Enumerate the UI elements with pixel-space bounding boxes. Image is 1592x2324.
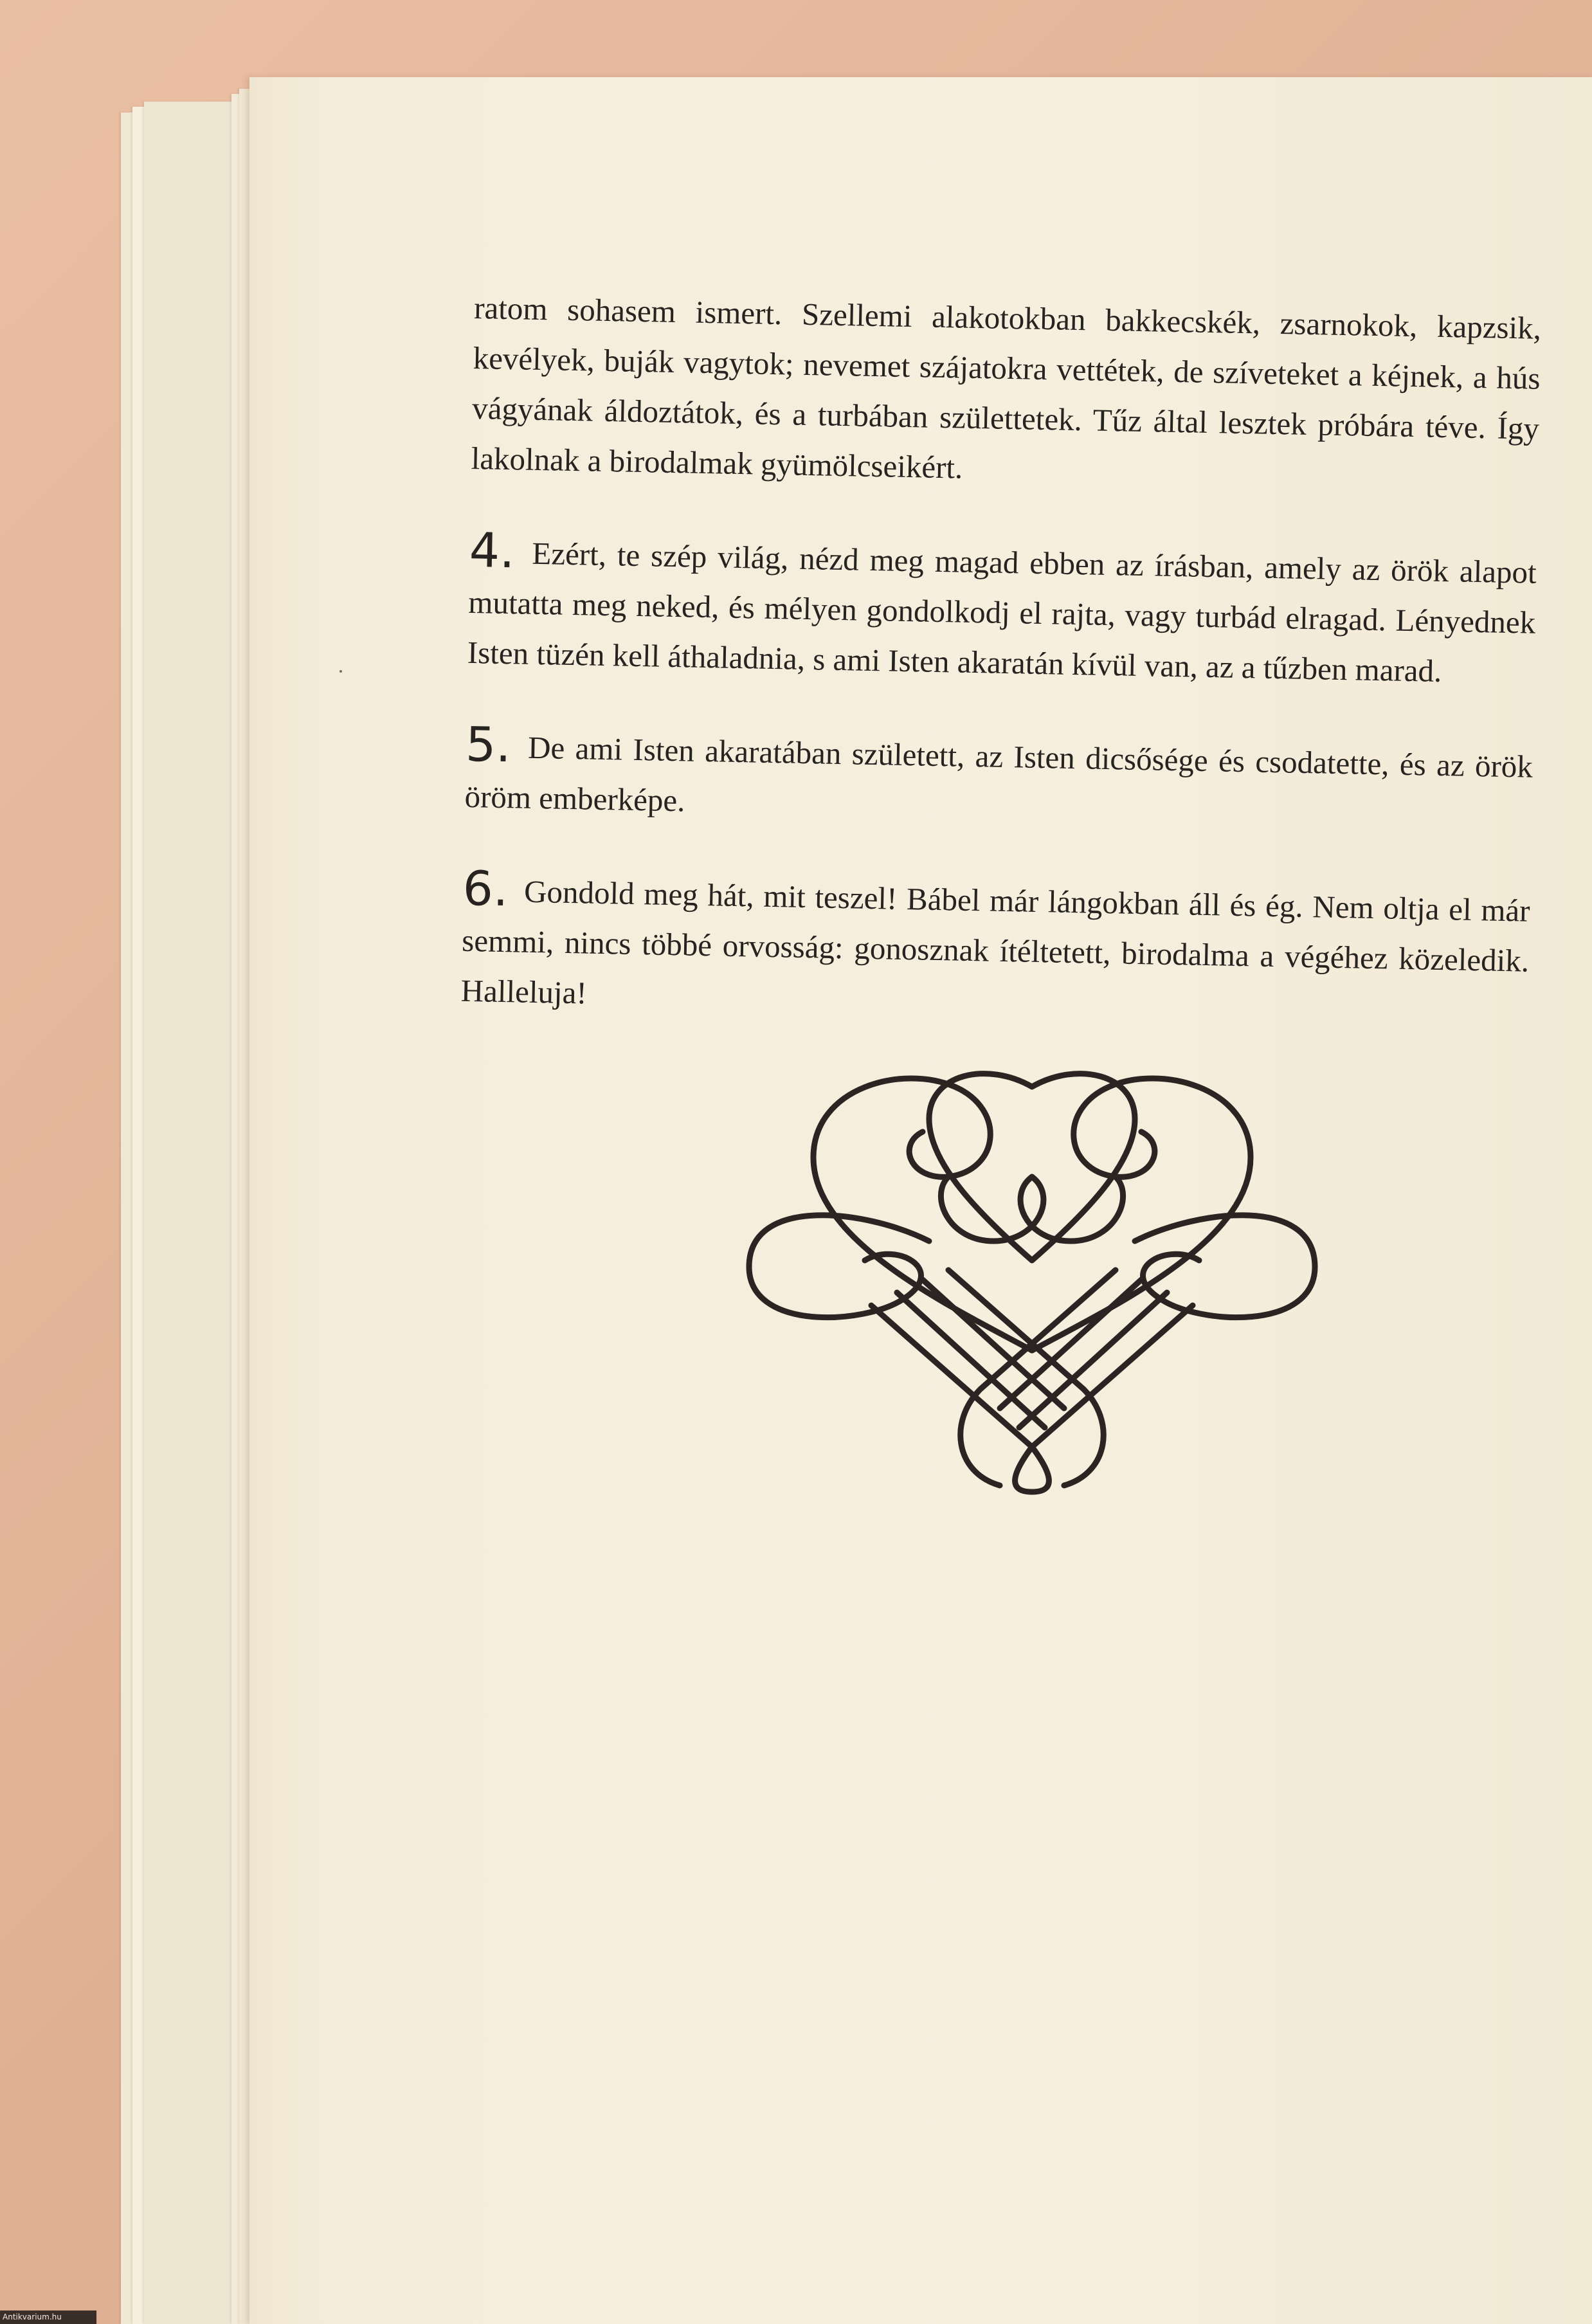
paragraph [464, 716, 1533, 842]
page-text [460, 283, 1542, 1080]
paragraph [467, 522, 1537, 698]
paragraph [460, 860, 1531, 1037]
paragraph-number: 6. [462, 860, 509, 918]
paragraph-text: De ami Isten akaratában született, az Isten dicsősége és csodatette, és az örök öröm emberképe. [464, 729, 1533, 819]
paragraph-number: 5. [465, 716, 512, 774]
paragraph-number: 4. [469, 522, 516, 579]
page-speck [339, 670, 342, 673]
calligraphic-flourish-icon [736, 1048, 1328, 1498]
paragraph-text: Gondold meg hát, mit teszel! Bábel már lángokban áll és ég. Nem oltja el már semmi, nincs többé orvosság: gonosznak ítéltetett, birodalma a végéhez közeledik. Halleluja! [460, 873, 1531, 1011]
paragraph-text: ratom sohasem ismert. Szellemi alakotokban bakkecskék, zsarnokok, kapzsik, kevélyek, buják vagytok; nevemet szájatokra vettétek, de szíveteket a kéjnek, a hús vágyának áldoztátok, és a turbában születtetek. Tűz által lesztek próbára téve. Így lakolnak a birodalmak gyümölcseikért. [471, 289, 1542, 486]
watermark: Antikvarium.hu [0, 2310, 96, 2324]
paragraph [471, 283, 1542, 504]
paragraph-text: Ezért, te szép világ, nézd meg magad ebben az írásban, amely az örök alapot mutatta meg neked, és mélyen gondolkodj el rajta, vagy turbád elragad. Lényednek Isten tüzén kell áthaladnia, s ami Isten akaratán kívül van, az a tűzben marad. [467, 535, 1537, 689]
